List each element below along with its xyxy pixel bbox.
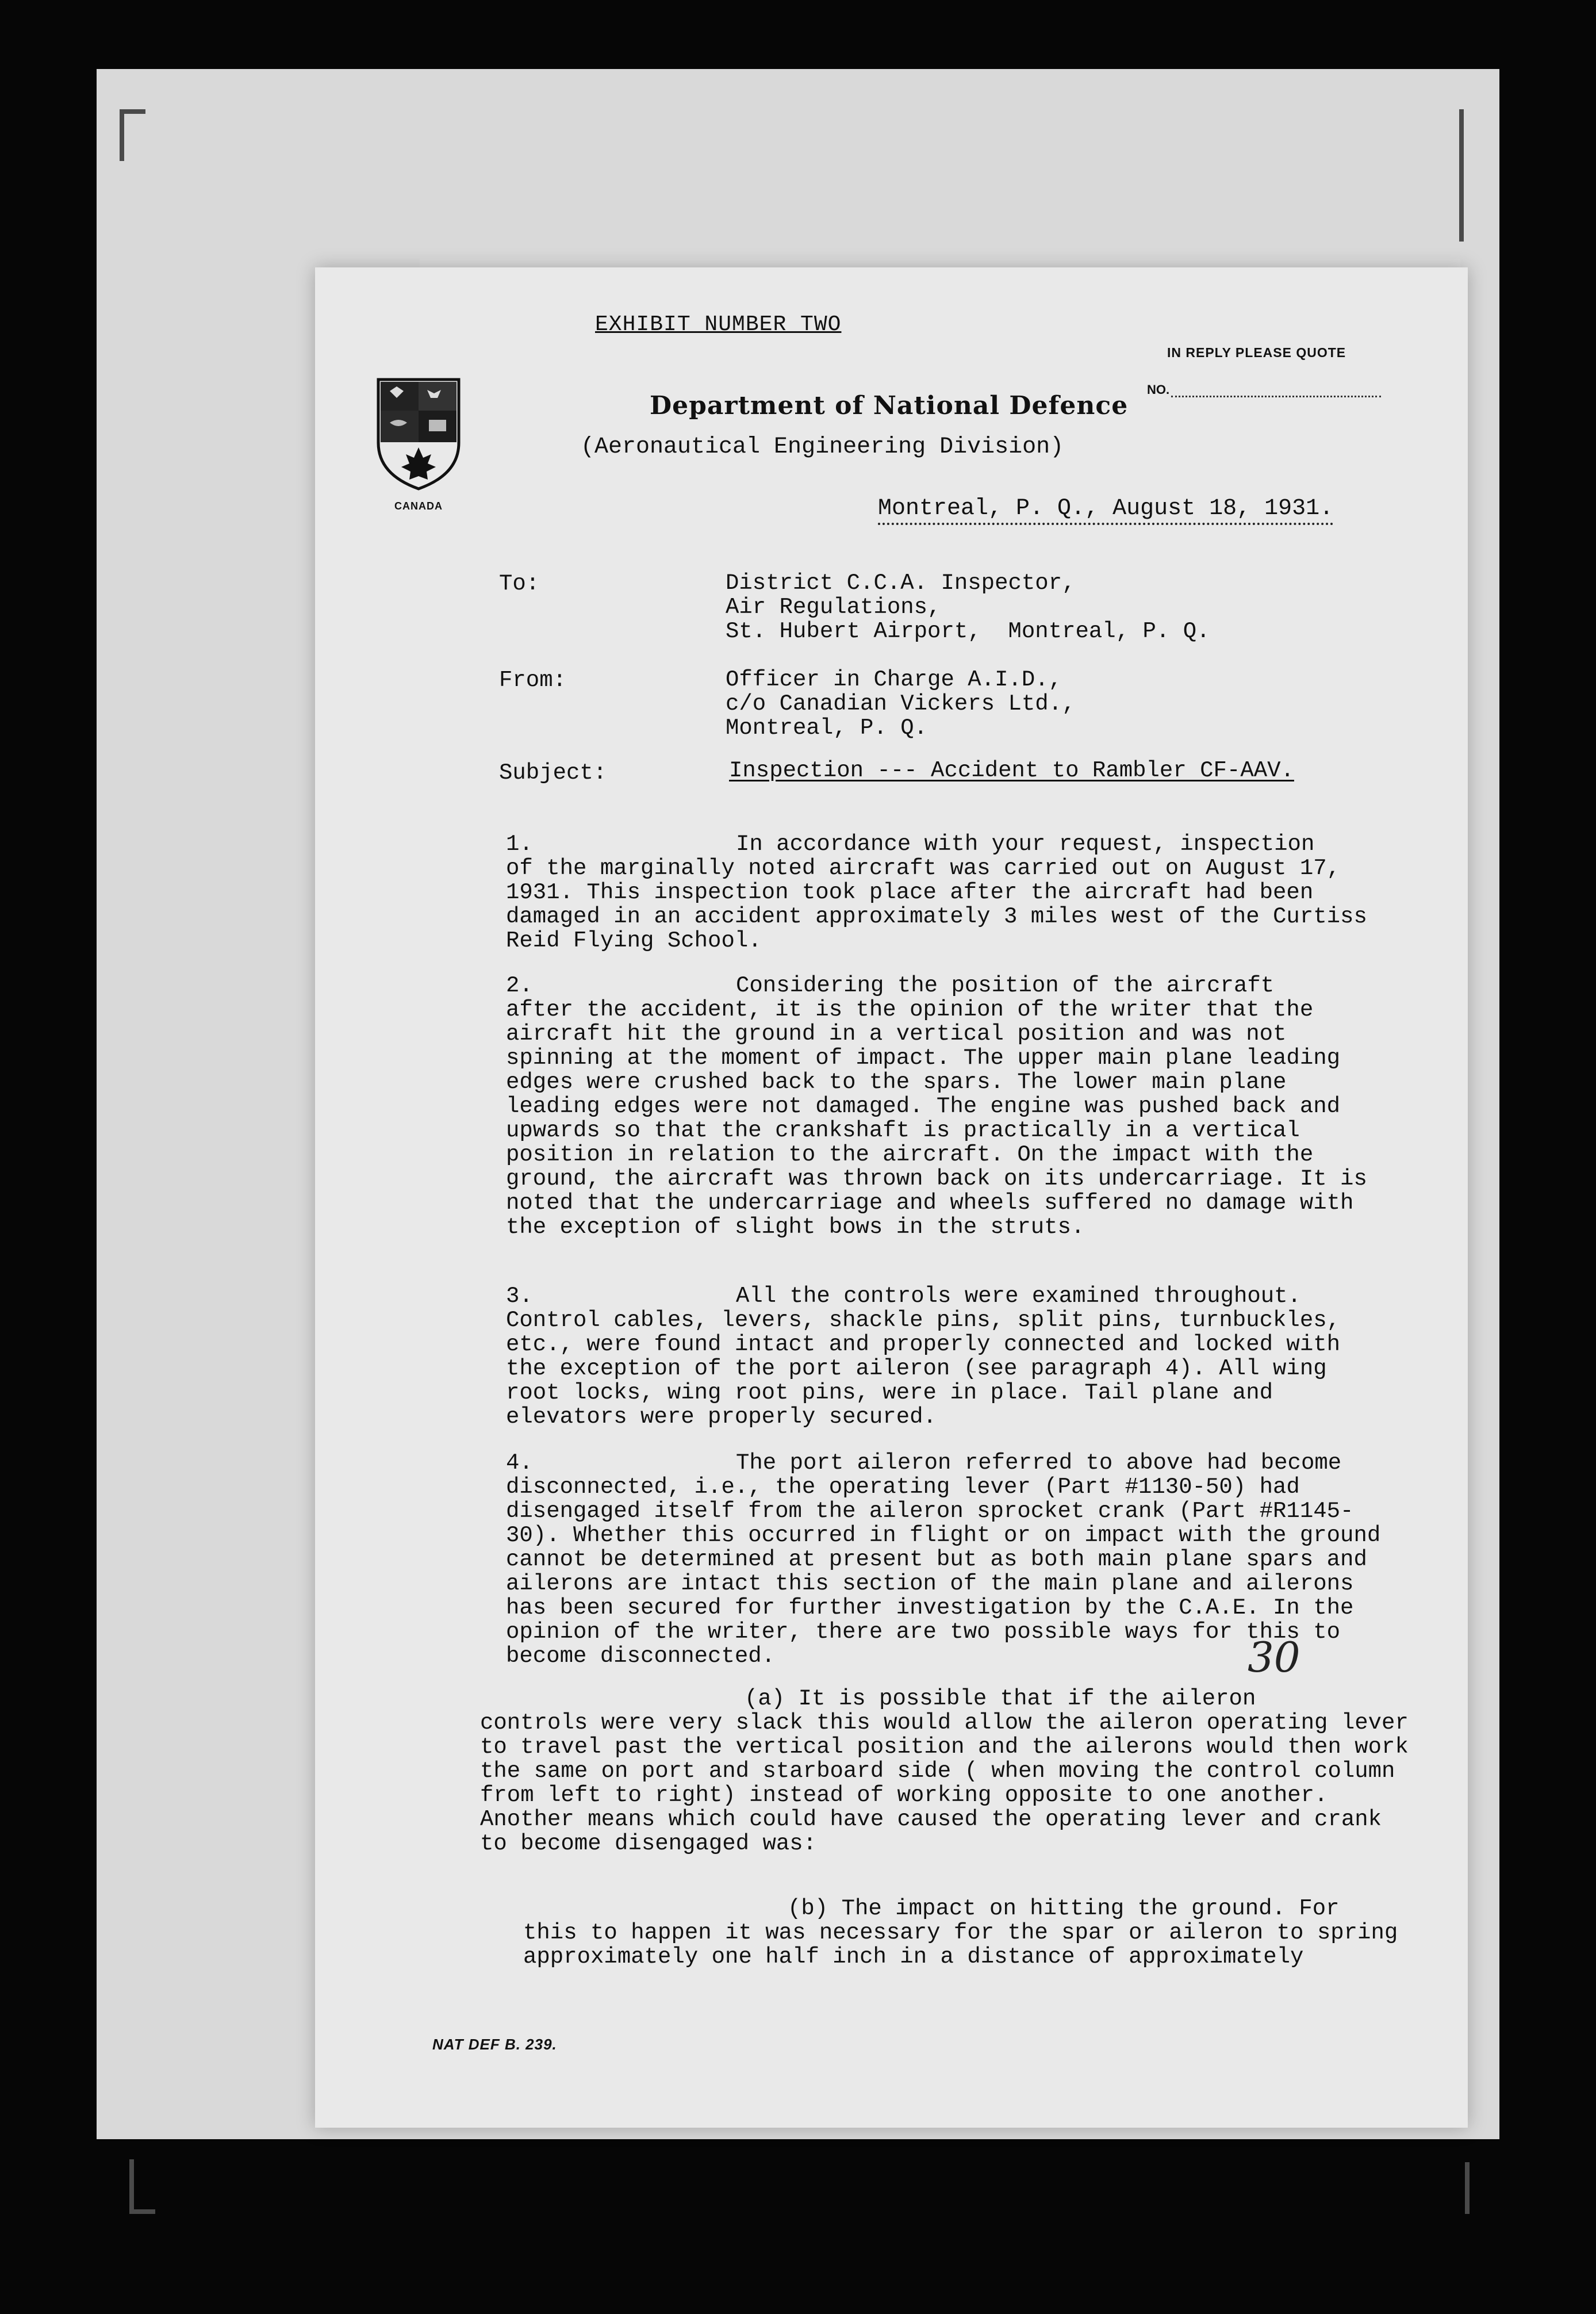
corner-mark-top-left <box>120 109 124 161</box>
paragraph-body: after the accident, it is the opinion of the writer that the aircraft hit the ground in a vertical position and was not spinning at the moment of impact. The upper main plane leading edges were crushed back to the spars. The lower main plane leading edges were not damaged. The engine was pushed back and upwards so that the crankshaft is practically in a vertical position in relation to the aircraft. On the impact with the ground, the aircraft was thrown back on its undercarriage. It is noted that the undercarriage and wheels suffered no damage with the exception of slight bows in the struts. <box>506 997 1367 1240</box>
subparagraph-lead: (b) The impact on hitting the ground. For <box>788 1896 1340 1921</box>
subparagraph-b <box>523 1897 1432 1969</box>
paragraph-lead: Considering the position of the aircraft <box>736 973 1275 998</box>
paragraph-lead: In accordance with your request, inspection <box>736 832 1315 857</box>
canada-crest-icon <box>373 374 465 492</box>
subject-label: Subject: <box>499 760 607 786</box>
paragraph-number: 4. <box>506 1450 533 1476</box>
form-number: NAT DEF B. 239. <box>432 2036 557 2053</box>
from-address: Officer in Charge A.I.D., c/o Canadian Vickers Ltd., Montreal, P. Q. <box>726 667 1076 741</box>
paragraph-3 <box>506 1284 1391 1429</box>
memo-date: Montreal, P. Q., August 18, 1931. <box>878 496 1333 525</box>
paragraph-body: of the marginally noted aircraft was carried out on August 17, 1931. This inspection took place after the aircraft had been damaged in an accident approximately 3 miles west of the Curtiss Reid Flying School. <box>506 856 1367 953</box>
division-subtitle: (Aeronautical Engineering Division) <box>581 434 1064 460</box>
from-label: From: <box>499 668 567 693</box>
to-label: To: <box>499 571 540 596</box>
paragraph-number: 2. <box>506 973 533 998</box>
paragraph-number: 1. <box>506 832 533 857</box>
crest-caption: CANADA <box>394 500 443 512</box>
subparagraph-lead: (a) It is possible that if the aileron <box>745 1686 1256 1711</box>
subparagraph-a <box>480 1687 1411 1856</box>
corner-mark-top-left-h <box>120 109 145 114</box>
reply-number-line <box>1171 396 1381 397</box>
reply-quote-label: IN REPLY PLEASE QUOTE <box>1167 345 1346 360</box>
paragraph-lead: The port aileron referred to above had become <box>736 1450 1342 1476</box>
corner-mark-bottom-left-h <box>129 2209 155 2214</box>
subparagraph-body: controls were very slack this would allow the aileron operating lever to travel past the vertical position and the ailerons would then work the same on port and starboard side ( when moving the control column from left to right) instead of working opposite to one another. Another means which could have caused the operating lever and crank to become disengaged was: <box>480 1710 1409 1856</box>
paragraph-body: Control cables, levers, shackle pins, split pins, turnbuckles, etc., were found intact and properly connected and locked with the exception of the port aileron (see paragraph 4). All wing root locks, wing root pins, were in place. Tail plane and elevators were properly secured. <box>506 1308 1341 1430</box>
subject-text: Inspection --- Accident to Rambler CF-AAV. <box>729 758 1294 783</box>
paragraph-body: disconnected, i.e., the operating lever (Part #1130-50) had disengaged itself from the aileron sprocket crank (Part #R1145-30). Whether this occurred in flight or on impact with the ground cannot be determined at present but as both main plane spars and ailerons are intact this section of the main plane and ailerons has been secured for further investigation by the C.A.E. In the opinion of the writer, there are two possible ways for this to become disconnected. <box>506 1474 1381 1669</box>
reply-number-label: NO. <box>1147 382 1170 397</box>
paragraph-lead: All the controls were examined throughout. <box>736 1284 1301 1309</box>
paragraph-2 <box>506 974 1391 1239</box>
to-address: District C.C.A. Inspector, Air Regulations, St. Hubert Airport, Montreal, P. Q. <box>726 570 1210 644</box>
exhibit-heading: EXHIBIT NUMBER TWO <box>595 312 842 337</box>
paragraph-1 <box>506 832 1391 953</box>
department-title: Department of National Defence <box>650 391 1129 420</box>
paragraph-number: 3. <box>506 1284 533 1309</box>
subparagraph-body: this to happen it was necessary for the spar or aileron to spring approximately one half inch in a distance of approximately <box>523 1920 1398 1970</box>
corner-mark-top-right <box>1459 109 1464 242</box>
corner-mark-bottom-right <box>1465 2162 1470 2214</box>
handwritten-page-number: 30 <box>1248 1633 1300 1681</box>
corner-mark-bottom-left <box>129 2159 134 2214</box>
